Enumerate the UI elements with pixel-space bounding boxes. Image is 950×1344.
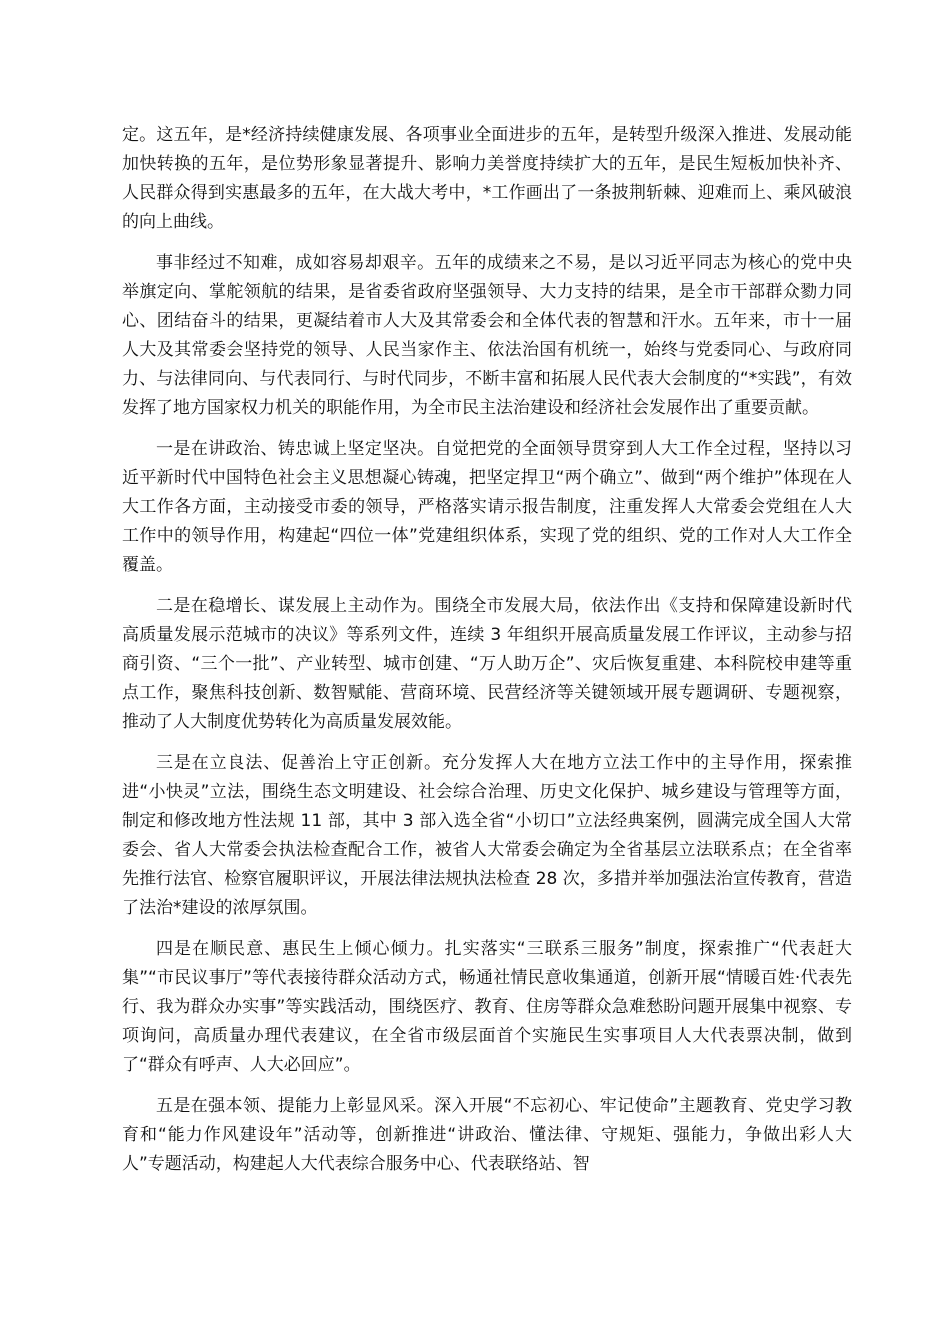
paragraph-point-five: 五是在强本领、提能力上彰显风采。深入开展“不忘初心、牢记使命”主题教育、党史学习教育和“能力作风建设年”活动等，创新推进“讲政治、懂法律、守规矩、强能力，争做出彩人大人”专题活动，构建起人大代表综合服务中心、代表联络站、智 [122, 1096, 852, 1174]
document-body [122, 121, 852, 1191]
paragraph-point-one: 一是在讲政治、铸忠诚上坚定坚决。自觉把党的全面领导贯穿到人大工作全过程，坚持以习近平新时代中国特色社会主义思想凝心铸魂，把坚定捍卫“两个确立”、做到“两个维护”体现在人大工作各方面，主动接受市委的领导，严格落实请示报告制度，注重发挥人大常委会党组在人大工作中的领导作用，构建起“四位一体”党建组织体系，实现了党的组织、党的工作对人大工作全覆盖。 [122, 439, 852, 575]
paragraph-achievements: 事非经过不知难，成如容易却艰辛。五年的成绩来之不易，是以习近平同志为核心的党中央举旗定向、掌舵领航的结果，是省委省政府坚强领导、大力支持的结果，是全市干部群众勠力同心、团结奋斗的结果，更凝结着市人大及其常委会和全体代表的智慧和汗水。五年来，市十一届人大及其常委会坚持党的领导、人民当家作主、依法治国有机统一，始终与党委同心、与政府同力、与法律同向、与代表同行、与时代同步，不断丰富和拓展人民代表大会制度的“*实践”，有效发挥了地方国家权力机关的职能作用，为全市民主法治建设和经济社会发展作出了重要贡献。 [122, 253, 852, 418]
paragraph-point-two: 二是在稳增长、谋发展上主动作为。围绕全市发展大局，依法作出《支持和保障建设新时代高质量发展示范城市的决议》等系列文件，连续 3 年组织开展高质量发展工作评议，主动参与招商引资、“三个一批”、产业转型、城市创建、“万人助万企”、灾后恢复重建、本科院校申建等重点工作，聚焦科技创新、数智赋能、营商环境、民营经济等关键领域开展专题调研、专题视察，推动了人大制度优势转化为高质量发展效能。 [122, 596, 852, 732]
paragraph-continuation: 定。这五年，是*经济持续健康发展、各项事业全面进步的五年，是转型升级深入推进、发展动能加快转换的五年，是位势形象显著提升、影响力美誉度持续扩大的五年，是民生短板加快补齐、人民群众得到实惠最多的五年，在大战大考中，*工作画出了一条披荆斩棘、迎难而上、乘风破浪的向上曲线。 [122, 125, 852, 232]
paragraph-point-four: 四是在顺民意、惠民生上倾心倾力。扎实落实“三联系三服务”制度，探索推广“代表赶大集”“市民议事厅”等代表接待群众活动方式，畅通社情民意收集通道，创新开展“情暖百姓·代表先行、我为群众办实事”等实践活动，围绕医疗、教育、住房等群众急难愁盼问题开展集中视察、专项询问，高质量办理代表建议，在全省市级层面首个实施民生实事项目人大代表票决制，做到了“群众有呼声、人大必回应”。 [122, 939, 852, 1075]
paragraph-point-three: 三是在立良法、促善治上守正创新。充分发挥人大在地方立法工作中的主导作用，探索推进“小快灵”立法，围绕生态文明建设、社会综合治理、历史文化保护、城乡建设与管理等方面，制定和修改地方性法规 11 部，其中 3 部入选全省“小切口”立法经典案例，圆满完成全国人大常委会、省人大常委会执法检查配合工作，被省人大常委会确定为全省基层立法联系点；在全省率先推行法官、检察官履职评议，开展法律法规执法检查 28 次，多措并举加强法治宣传教育，营造了法治*建设的浓厚氛围。 [122, 753, 852, 918]
